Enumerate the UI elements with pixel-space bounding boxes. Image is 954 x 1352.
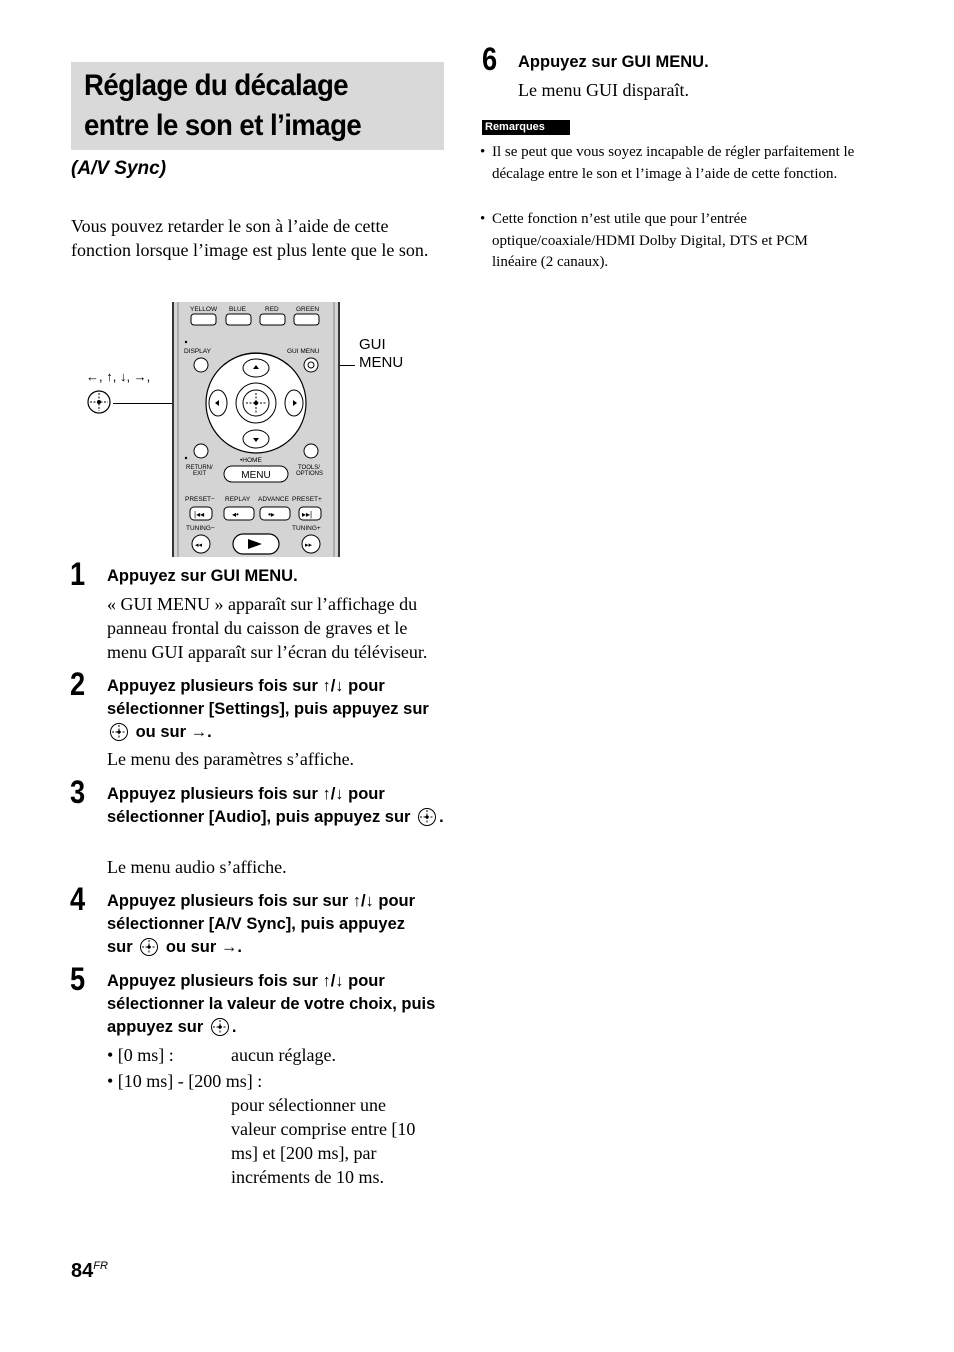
note-item: • Il se peut que vous soyez incapable de régler parfaitement le décalage entre le son et l’image à l’aide de cette fonction. — [480, 142, 855, 185]
options-label: OPTIONS — [296, 471, 324, 477]
step-number: 1 — [70, 556, 86, 592]
home-label: •HOME — [240, 457, 262, 464]
step-number: 6 — [482, 41, 498, 77]
step-number: 4 — [70, 881, 86, 917]
tuning-plus-label: TUNING+ — [292, 525, 321, 532]
tuning-minus-label: TUNING− — [186, 525, 215, 532]
step-heading: Appuyez plusieurs fois sur ↑/↓ pour sélectionner la valeur de votre choix, puis appuyez sur . — [107, 972, 436, 1036]
enter-button-icon — [139, 937, 159, 957]
svg-text:▸▸: ▸▸ — [305, 542, 313, 549]
step-heading: Appuyez plusieurs fois sur ↑/↓ pour sélectionner [Settings], puis appuyez sur ou sur →. — [107, 677, 429, 741]
svg-text:◂•: ◂• — [232, 510, 239, 519]
option-value: pour sélectionner une valeur comprise entre [10 ms] et [200 ms], par incréments de 10 ms. — [231, 1095, 416, 1187]
menu-key-label: MENU — [241, 470, 271, 481]
remote-control-illustration — [172, 302, 340, 557]
option-key: • [10 ms] - [200 ms] : — [107, 1071, 263, 1091]
green-label: GREEN — [296, 306, 320, 313]
svg-text:•▸: •▸ — [268, 510, 275, 519]
enter-button-icon — [109, 722, 129, 742]
note-item: • Cette fonction n’est utile que pour l’entrée optique/coaxiale/HDMI Dolby Digital, DTS et PCM linéaire (2 canaux). — [480, 209, 855, 274]
gui-menu-key-label: GUI MENU — [287, 348, 320, 355]
option-value: aucun réglage. — [231, 1045, 336, 1065]
step-number: 2 — [70, 666, 86, 702]
step-heading: Appuyez plusieurs fois sur sur ↑/↓ pour sélectionner [A/V Sync], puis appuyez sur ou sur →. — [107, 892, 416, 956]
exit-label: EXIT — [193, 471, 207, 477]
svg-text:◂◂: ◂◂ — [195, 542, 203, 549]
enter-button-icon — [210, 1017, 230, 1037]
return-label: RETURN/ — [186, 465, 213, 471]
red-label: RED — [265, 306, 279, 313]
yellow-label: YELLOW — [190, 306, 218, 313]
step-number: 3 — [70, 774, 86, 810]
step-heading: Appuyez plusieurs fois sur ↑/↓ pour sélectionner [Audio], puis appuyez sur . — [107, 785, 444, 826]
step-number: 5 — [70, 961, 86, 997]
step-body: « GUI MENU » apparaît sur l’affichage du panneau frontal du caisson de graves et le menu GUI apparaît sur l’écran du téléviseur. — [107, 594, 428, 662]
page-subtitle: (A/V Sync) — [71, 158, 167, 179]
step-body: Le menu audio s’affiche. — [107, 857, 287, 877]
step-heading: Appuyez sur GUI MENU. — [107, 567, 298, 585]
tools-label: TOOLS/ — [298, 465, 320, 471]
blue-label: BLUE — [229, 306, 246, 313]
enter-button-icon — [86, 389, 112, 415]
page-number: $84^{FR}$ — [71, 1260, 108, 1282]
svg-text:▸▸|: ▸▸| — [302, 510, 313, 519]
step-heading: Appuyez sur GUI MENU. — [518, 53, 709, 71]
step-body: Le menu GUI disparaît. — [518, 80, 689, 100]
note-text: Il se peut que vous soyez incapable de régler parfaitement le décalage entre le son et l’image à l’aide de cette fonction. — [492, 144, 855, 182]
intro-paragraph: Vous pouvez retarder le son à l’aide de cette fonction lorsque l’image est plus lente que le son. — [71, 216, 429, 260]
preset-plus-label: PRESET+ — [292, 496, 322, 503]
advance-label: ADVANCE — [258, 496, 289, 503]
svg-text:|◂◂: |◂◂ — [194, 510, 205, 519]
step-body: Le menu des paramètres s’affiche. — [107, 749, 355, 769]
page-title: Réglage du décalage entre le son et l’image — [84, 69, 362, 142]
note-text: Cette fonction n’est utile que pour l’entrée optique/coaxiale/HDMI Dolby Digital, DTS et PCM linéaire (2 canaux). — [492, 211, 808, 271]
gui-menu-label: GUI MENU — [359, 336, 404, 371]
arrow-keys-label: ←, ↑, ↓, →, — [86, 369, 151, 384]
display-label: DISPLAY — [184, 348, 211, 355]
preset-minus-label: PRESET− — [185, 496, 215, 503]
enter-button-icon — [417, 807, 437, 827]
replay-label: REPLAY — [225, 496, 251, 503]
notes-badge: Remarques — [482, 120, 570, 135]
option-key: • [0 ms] : — [107, 1045, 174, 1065]
